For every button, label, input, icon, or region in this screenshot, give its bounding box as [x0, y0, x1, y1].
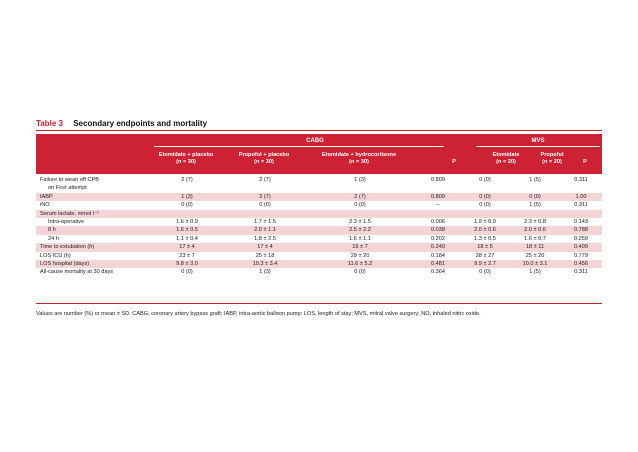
table-cell: 2 (7): [226, 193, 304, 201]
group-cabg-rule: [154, 146, 444, 147]
table-cell: 0.809: [431, 177, 445, 183]
table-cell: 29 ± 20: [350, 252, 370, 259]
table-cell: 1.9 ± 0.9: [474, 219, 496, 226]
table-caption: Secondary endpoints and mortality: [73, 119, 208, 128]
table-cell: [148, 210, 226, 218]
table-cell: [148, 184, 226, 192]
row-label: Serum lactate, mmol l⁻¹: [36, 210, 148, 218]
table-cell: 0.481: [416, 260, 460, 268]
table-cell: 9.8 ± 3.0: [148, 260, 226, 268]
table-cell: 0.038: [416, 226, 460, 234]
table-cell: 11.6 ± 5.2: [304, 260, 416, 268]
table-cell: 1 (5): [529, 177, 541, 183]
table-cell: 2.0 ± 0.6: [510, 226, 560, 234]
group-mvs: MVS: [531, 138, 545, 144]
table-cell: 0.809: [416, 193, 460, 201]
row-label: All-cause mortality at 30 days: [40, 269, 114, 276]
table-cell: [226, 184, 304, 192]
table-cell: 18 ± 5: [460, 243, 510, 251]
table-cell: 0.779: [574, 252, 588, 259]
table-cell: 2.5 ± 2.2: [304, 226, 416, 234]
table-cell: 0.184: [431, 252, 445, 259]
table-cell: 1.8 ± 2.5: [254, 235, 276, 242]
table-cell: 1.1 ± 0.4: [176, 235, 198, 242]
table-row: [36, 252, 602, 260]
table-row: [36, 193, 602, 201]
col-header-etomidate-hydrocortisone: Etomidate + hydrocortisone (n = 30): [321, 152, 397, 165]
table-cell: 1 (5): [529, 269, 541, 276]
table-footnote: Values are number (%) or mean ± SD. CABG, coronary artery bypass graft; IABP, intra-aortic balloon pump; LOS, length of stay; MVS, mitral valve surgery; NO, inhaled nitric oxide.: [36, 311, 481, 317]
table-cell: 0 (0): [354, 202, 366, 209]
table-cell: [304, 184, 416, 192]
table-cell: 2.3 ± 0.8: [524, 219, 546, 226]
col-header-etomidate: Etomidate (n = 20): [492, 152, 520, 165]
table-cell: [510, 210, 560, 218]
table-cell: 23 ± 7: [179, 252, 195, 259]
table-row: [36, 243, 602, 251]
table-cell: [510, 184, 560, 192]
table-cell: 2 (7): [181, 177, 193, 183]
table-cell: 2 (7): [259, 177, 271, 183]
table-cell: [460, 184, 510, 192]
table-row: [36, 176, 602, 184]
table-cell: 18 ± 11: [510, 243, 560, 251]
table-title: [36, 119, 207, 128]
table-row: [36, 184, 602, 192]
table-cell: 0.240: [416, 243, 460, 251]
table-row: [36, 210, 602, 218]
table-cell: [460, 210, 510, 218]
col-header-propofol: Propofol (n = 20): [540, 152, 564, 165]
table-row: [36, 201, 602, 209]
table-cell: 1.6 ± 0.9: [176, 219, 198, 226]
table-cell: 0 (0): [479, 202, 491, 209]
row-label: 24 h: [48, 235, 59, 242]
table-cell: 0.364: [431, 269, 445, 276]
table-cell: 0 (0): [460, 193, 510, 201]
table-cell: 17 ± 4: [148, 243, 226, 251]
table-cell: 0.311: [574, 177, 588, 183]
table-cell: 0.143: [574, 219, 588, 226]
table-cell: 1 (3): [148, 193, 226, 201]
table-cell: 0.499: [560, 243, 602, 251]
row-label: 8 h: [36, 226, 148, 234]
table-cell: 1 (3): [259, 269, 271, 276]
group-mvs-rule: [476, 146, 600, 147]
table-cell: [416, 210, 460, 218]
table-header: [36, 134, 602, 174]
group-cabg: CABG: [306, 138, 324, 144]
table-cell: 2.0 ± 0.6: [460, 226, 510, 234]
bottom-rule: [36, 303, 602, 304]
table-cell: 0 (0): [181, 269, 193, 276]
table-cell: 10.0 ± 3.1: [510, 260, 560, 268]
table-cell: 25 ± 18: [255, 252, 275, 259]
table-cell: 1.7 ± 1.5: [254, 219, 276, 226]
table-cell: 1 (5): [529, 202, 541, 209]
table-cell: 10.3 ± 3.4: [226, 260, 304, 268]
col-header-etomidate-placebo: Etomidate + placebo (n = 30): [158, 152, 214, 165]
row-label: LOS hospital (days): [36, 260, 148, 268]
table-row: [36, 235, 602, 243]
data-table: [36, 176, 602, 277]
table-cell: 0.259: [574, 235, 588, 242]
table-row: [36, 268, 602, 276]
table-cell: 0 (0): [259, 202, 271, 209]
table-cell: 1.3 ± 0.5: [474, 235, 496, 242]
row-label: iNO: [40, 202, 50, 209]
table-cell: 25 ± 20: [525, 252, 545, 259]
table-cell: 0.006: [431, 219, 445, 226]
table-row: [36, 218, 602, 226]
col-header-p-cabg: P: [452, 159, 456, 165]
table-cell: 1.6 ± 0.7: [524, 235, 546, 242]
table-cell: 0.202: [431, 235, 445, 242]
table-cell: –: [436, 202, 440, 209]
table-cell: [560, 184, 602, 192]
col-header-propofol-placebo: Propofol + placebo (n = 30): [238, 152, 290, 165]
table-cell: 0 (0): [479, 177, 491, 183]
table-cell: 2 (7): [304, 193, 416, 201]
table-cell: 2.3 ± 1.5: [349, 219, 371, 226]
table-cell: [304, 210, 416, 218]
row-label: Time to extubation (h): [36, 243, 148, 251]
table-cell: 9.9 ± 2.7: [460, 260, 510, 268]
table-cell: [416, 184, 460, 192]
table-cell: 0 (0): [479, 269, 491, 276]
row-label: IABP: [36, 193, 148, 201]
table-row: [36, 226, 602, 234]
col-header-p-mvs: P: [583, 159, 587, 165]
table-cell: 17 ± 4: [226, 243, 304, 251]
table-label: Table 3: [36, 119, 63, 128]
table-cell: 0 (0): [181, 202, 193, 209]
table-cell: 2.0 ± 1.1: [226, 226, 304, 234]
row-label: Failure to wean off CPB: [40, 177, 99, 183]
row-label: LOS ICU (h): [40, 252, 71, 259]
table-cell: [226, 210, 304, 218]
table-cell: 16 ± 7: [304, 243, 416, 251]
table-cell: 0 (0): [510, 193, 560, 201]
table-cell: 0 (0): [354, 269, 366, 276]
table-cell: 1.00: [560, 193, 602, 201]
table-cell: 0.311: [574, 269, 588, 276]
table-cell: 0.788: [560, 226, 602, 234]
table-cell: 28 ± 27: [475, 252, 495, 259]
row-label: on First attempt: [48, 185, 87, 192]
table-cell: 1 (3): [354, 177, 366, 183]
table-row: [36, 260, 602, 268]
table-cell: 1.6 ± 1.1: [349, 235, 371, 242]
row-label: Intra-operative: [48, 219, 85, 226]
table-cell: [560, 210, 602, 218]
table-cell: 0.311: [574, 202, 588, 209]
top-rule: [36, 130, 602, 131]
table-cell: 0.456: [560, 260, 602, 268]
table-cell: 1.6 ± 0.5: [148, 226, 226, 234]
